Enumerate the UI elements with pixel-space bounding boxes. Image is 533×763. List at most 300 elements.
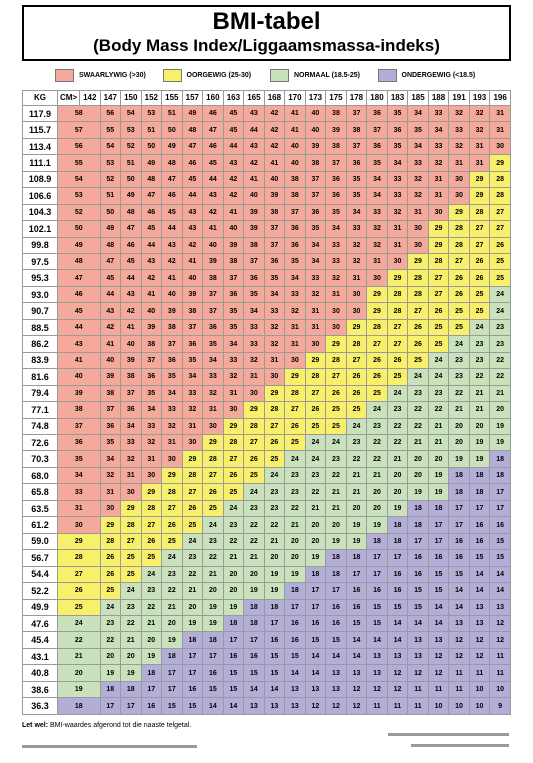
bmi-cell: 33 (182, 385, 203, 401)
bmi-cell: 49 (182, 105, 203, 121)
bmi-cell: 45 (121, 254, 142, 270)
bmi-cell: 39 (162, 303, 183, 319)
height-header: 163 (223, 91, 244, 106)
bmi-cell: 21 (223, 550, 244, 566)
bmi-cell: 29 (490, 155, 511, 171)
bmi-cell: 17 (305, 599, 326, 615)
bmi-cell: 35 (285, 254, 306, 270)
bmi-cell: 34 (141, 402, 162, 418)
bmi-cell: 25 (203, 500, 224, 516)
bmi-cell: 14 (244, 681, 265, 697)
bmi-cell: 31 (100, 484, 121, 500)
bmi-cell: 44 (100, 286, 121, 302)
bmi-cell: 33 (449, 122, 470, 138)
bmi-cell: 38 (305, 155, 326, 171)
height-header: 175 (326, 91, 347, 106)
bmi-cell: 49 (141, 155, 162, 171)
bmi-cell: 31 (490, 105, 511, 121)
bmi-cell: 26 (408, 319, 429, 335)
bmi-cell: 24 (428, 369, 449, 385)
bmi-cell: 31 (326, 286, 347, 302)
bmi-cell: 31 (367, 254, 388, 270)
bmi-cell: 14 (367, 632, 388, 648)
weight-cell: 117.9 (23, 105, 58, 121)
bmi-cell: 24 (162, 550, 183, 566)
bmi-cell: 22 (490, 369, 511, 385)
bmi-cell: 53 (100, 155, 121, 171)
bmi-cell: 34 (387, 155, 408, 171)
bmi-cell: 38 (244, 237, 265, 253)
bmi-cell: 25 (490, 270, 511, 286)
table-row (23, 402, 511, 418)
bmi-table (22, 90, 511, 715)
bmi-cell: 16 (408, 566, 429, 582)
bmi-cell: 38 (326, 105, 347, 121)
bmi-cell: 30 (387, 254, 408, 270)
bmi-cell: 12 (490, 632, 511, 648)
bmi-cell: 28 (387, 286, 408, 302)
bmi-cell: 26 (449, 286, 470, 302)
bmi-cell: 31 (346, 270, 367, 286)
bmi-cell: 14 (346, 632, 367, 648)
bmi-cell: 11 (469, 665, 490, 681)
bmi-cell: 43 (182, 204, 203, 220)
bmi-cell: 17 (449, 517, 470, 533)
bmi-cell: 21 (121, 632, 142, 648)
bmi-cell: 33 (387, 188, 408, 204)
bmi-cell: 14 (223, 698, 244, 715)
bmi-cell: 40 (223, 221, 244, 237)
bmi-cell: 23 (387, 402, 408, 418)
bmi-cell: 42 (203, 204, 224, 220)
bmi-cell: 18 (244, 616, 265, 632)
bmi-cell: 39 (141, 319, 162, 335)
table-row (23, 319, 511, 335)
bmi-cell: 14 (408, 616, 429, 632)
table-row (23, 517, 511, 533)
bmi-cell: 15 (346, 616, 367, 632)
bmi-cell: 26 (346, 385, 367, 401)
bmi-cell: 36 (367, 138, 388, 154)
bmi-cell: 45 (182, 171, 203, 187)
bmi-cell: 18 (141, 665, 162, 681)
bmi-cell: 35 (244, 286, 265, 302)
bmi-cell: 47 (100, 254, 121, 270)
bmi-cell: 34 (121, 418, 142, 434)
bmi-cell: 24 (387, 385, 408, 401)
bmi-cell: 54 (58, 171, 101, 187)
bmi-cell: 31 (305, 319, 326, 335)
bmi-cell: 28 (223, 435, 244, 451)
footnote (22, 722, 191, 729)
bmi-cell: 52 (121, 138, 142, 154)
bmi-cell: 28 (387, 303, 408, 319)
bmi-cell: 13 (469, 599, 490, 615)
bmi-cell: 14 (428, 616, 449, 632)
bmi-cell: 58 (58, 105, 101, 121)
bmi-cell: 11 (449, 681, 470, 697)
bmi-cell: 27 (490, 221, 511, 237)
bmi-cell: 28 (162, 484, 183, 500)
bmi-cell: 22 (346, 451, 367, 467)
bmi-cell: 15 (428, 566, 449, 582)
bmi-cell: 36 (346, 155, 367, 171)
weight-cell: 38.6 (23, 681, 58, 697)
bmi-cell: 16 (449, 533, 470, 549)
legend-item-ondergewig (378, 68, 486, 82)
bmi-cell: 32 (449, 105, 470, 121)
bmi-cell: 17 (121, 698, 142, 715)
bmi-cell: 55 (100, 122, 121, 138)
bmi-cell: 21 (162, 599, 183, 615)
bmi-cell: 11 (490, 665, 511, 681)
decorative-bar (388, 733, 509, 736)
bmi-cell: 32 (141, 435, 162, 451)
weight-cell: 97.5 (23, 254, 58, 270)
bmi-cell: 26 (367, 369, 388, 385)
bmi-cell: 57 (58, 122, 101, 138)
bmi-cell: 20 (346, 500, 367, 516)
weight-cell: 77.1 (23, 402, 58, 418)
weight-cell: 111.1 (23, 155, 58, 171)
bmi-cell: 41 (162, 270, 183, 286)
bmi-cell: 51 (141, 122, 162, 138)
bmi-cell: 37 (203, 286, 224, 302)
bmi-cell: 42 (182, 237, 203, 253)
bmi-cell: 13 (305, 681, 326, 697)
bmi-cell: 31 (264, 352, 285, 368)
bmi-cell: 22 (141, 599, 162, 615)
bmi-cell: 33 (305, 270, 326, 286)
table-row (23, 352, 511, 368)
bmi-cell: 21 (387, 451, 408, 467)
bmi-cell: 16 (346, 599, 367, 615)
bmi-cell: 14 (387, 632, 408, 648)
bmi-cell: 23 (326, 451, 347, 467)
bmi-cell: 38 (100, 385, 121, 401)
bmi-cell: 27 (367, 336, 388, 352)
bmi-cell: 12 (408, 665, 429, 681)
bmi-cell: 31 (469, 155, 490, 171)
bmi-cell: 32 (387, 204, 408, 220)
bmi-cell: 16 (223, 648, 244, 664)
bmi-cell: 31 (203, 402, 224, 418)
bmi-cell: 14 (449, 583, 470, 599)
bmi-cell: 16 (244, 648, 265, 664)
table-row (23, 599, 511, 615)
bmi-cell: 18 (326, 550, 347, 566)
bmi-cell: 24 (428, 352, 449, 368)
bmi-cell: 15 (469, 550, 490, 566)
bmi-cell: 23 (490, 319, 511, 335)
bmi-cell: 24 (58, 616, 101, 632)
bmi-cell: 18 (387, 533, 408, 549)
bmi-cell: 33 (326, 254, 347, 270)
legend (55, 68, 485, 82)
bmi-cell: 36 (162, 352, 183, 368)
bmi-cell: 40 (58, 369, 101, 385)
bmi-cell: 33 (285, 286, 306, 302)
table-row (23, 336, 511, 352)
bmi-cell: 37 (346, 138, 367, 154)
bmi-cell: 33 (58, 484, 101, 500)
table-row (23, 418, 511, 434)
weight-cell: 83.9 (23, 352, 58, 368)
bmi-cell: 22 (100, 632, 121, 648)
bmi-cell: 25 (141, 550, 162, 566)
bmi-cell: 56 (100, 105, 121, 121)
bmi-cell: 14 (264, 681, 285, 697)
bmi-cell: 32 (469, 122, 490, 138)
bmi-cell: 50 (141, 138, 162, 154)
bmi-cell: 37 (305, 188, 326, 204)
bmi-cell: 20 (326, 517, 347, 533)
bmi-cell: 28 (449, 237, 470, 253)
bmi-cell: 15 (305, 632, 326, 648)
weight-cell: 113.4 (23, 138, 58, 154)
bmi-cell: 22 (367, 451, 388, 467)
bmi-cell: 23 (223, 517, 244, 533)
bmi-cell: 20 (162, 616, 183, 632)
bmi-cell: 42 (141, 270, 162, 286)
bmi-cell: 16 (408, 550, 429, 566)
bmi-cell: 33 (428, 105, 449, 121)
bmi-cell: 13 (285, 698, 306, 715)
bmi-cell: 27 (428, 270, 449, 286)
bmi-cell: 29 (58, 533, 101, 549)
bmi-cell: 25 (428, 319, 449, 335)
bmi-cell: 24 (305, 451, 326, 467)
bmi-cell: 15 (264, 648, 285, 664)
bmi-cell: 30 (58, 517, 101, 533)
bmi-cell: 26 (469, 270, 490, 286)
bmi-cell: 37 (121, 385, 142, 401)
bmi-cell: 25 (408, 352, 429, 368)
cm-header: CM> (58, 91, 80, 106)
table-row (23, 648, 511, 664)
bmi-cell: 49 (162, 138, 183, 154)
bmi-cell: 22 (203, 550, 224, 566)
bmi-cell: 18 (469, 484, 490, 500)
bmi-cell: 37 (264, 221, 285, 237)
bmi-cell: 21 (490, 385, 511, 401)
bmi-cell: 21 (469, 385, 490, 401)
bmi-cell: 20 (490, 402, 511, 418)
bmi-cell: 28 (182, 467, 203, 483)
bmi-cell: 17 (490, 484, 511, 500)
bmi-cell: 17 (449, 500, 470, 516)
bmi-cell: 16 (285, 616, 306, 632)
bmi-cell: 35 (387, 105, 408, 121)
bmi-cell: 21 (346, 467, 367, 483)
table-row (23, 484, 511, 500)
bmi-cell: 15 (223, 681, 244, 697)
bmi-cell: 14 (346, 648, 367, 664)
bmi-cell: 29 (141, 484, 162, 500)
bmi-cell: 15 (223, 665, 244, 681)
bmi-cell: 25 (449, 319, 470, 335)
bmi-cell: 26 (387, 352, 408, 368)
bmi-cell: 34 (305, 254, 326, 270)
bmi-cell: 43 (203, 188, 224, 204)
bmi-cell: 34 (162, 385, 183, 401)
bmi-cell: 20 (141, 632, 162, 648)
weight-cell: 115.7 (23, 122, 58, 138)
bmi-cell: 28 (490, 171, 511, 187)
weight-cell: 43.1 (23, 648, 58, 664)
bmi-cell: 48 (121, 204, 142, 220)
weight-cell: 108.9 (23, 171, 58, 187)
bmi-cell: 29 (121, 500, 142, 516)
bmi-cell: 14 (469, 583, 490, 599)
bmi-cell: 24 (203, 517, 224, 533)
bmi-cell: 42 (100, 319, 121, 335)
bmi-cell: 24 (305, 435, 326, 451)
bmi-cell: 41 (244, 171, 265, 187)
bmi-cell: 41 (182, 254, 203, 270)
weight-cell: 93.0 (23, 286, 58, 302)
bmi-cell: 17 (285, 599, 306, 615)
bmi-cell: 12 (387, 665, 408, 681)
bmi-cell: 30 (285, 352, 306, 368)
table-row (23, 385, 511, 401)
bmi-cell: 35 (264, 270, 285, 286)
bmi-cell: 26 (244, 451, 265, 467)
bmi-cell: 27 (469, 221, 490, 237)
bmi-cell: 45 (223, 105, 244, 121)
bmi-cell: 27 (244, 435, 265, 451)
weight-cell: 49.9 (23, 599, 58, 615)
bmi-cell: 32 (346, 237, 367, 253)
bmi-cell: 19 (121, 665, 142, 681)
bmi-cell: 30 (264, 369, 285, 385)
bmi-cell: 25 (121, 550, 142, 566)
bmi-cell: 19 (285, 566, 306, 582)
bmi-cell: 20 (203, 583, 224, 599)
bmi-cell: 40 (121, 336, 142, 352)
bmi-cell: 17 (367, 550, 388, 566)
bmi-cell: 22 (244, 533, 265, 549)
bmi-cell: 20 (264, 550, 285, 566)
bmi-cell: 27 (141, 517, 162, 533)
bmi-cell: 29 (244, 402, 265, 418)
bmi-cell: 47 (121, 221, 142, 237)
bmi-cell: 12 (326, 698, 347, 715)
table-row (23, 467, 511, 483)
bmi-cell: 31 (428, 171, 449, 187)
bmi-cell: 36 (367, 105, 388, 121)
bmi-cell: 19 (469, 435, 490, 451)
bmi-cell: 30 (367, 270, 388, 286)
bmi-cell: 29 (408, 254, 429, 270)
bmi-cell: 15 (490, 533, 511, 549)
bmi-cell: 38 (141, 336, 162, 352)
bmi-cell: 25 (326, 402, 347, 418)
bmi-cell: 32 (162, 418, 183, 434)
bmi-cell: 45 (223, 122, 244, 138)
bmi-cell: 30 (182, 435, 203, 451)
bmi-cell: 23 (490, 336, 511, 352)
bmi-cell: 22 (326, 467, 347, 483)
height-header: 152 (141, 91, 162, 106)
bmi-cell: 17 (223, 632, 244, 648)
bmi-cell: 32 (428, 155, 449, 171)
height-header: 188 (428, 91, 449, 106)
bmi-cell: 18 (490, 451, 511, 467)
bmi-cell: 11 (408, 698, 429, 715)
bmi-cell: 42 (162, 254, 183, 270)
bmi-cell: 54 (100, 138, 121, 154)
height-header: 178 (346, 91, 367, 106)
bmi-cell: 20 (387, 484, 408, 500)
bmi-cell: 19 (367, 517, 388, 533)
table-row (23, 270, 511, 286)
bmi-cell: 19 (182, 616, 203, 632)
bmi-cell: 30 (490, 138, 511, 154)
bmi-cell: 31 (469, 138, 490, 154)
bmi-cell: 12 (449, 632, 470, 648)
bmi-cell: 35 (326, 204, 347, 220)
bmi-cell: 20 (469, 418, 490, 434)
height-header: 165 (244, 91, 265, 106)
bmi-cell: 28 (264, 402, 285, 418)
bmi-cell: 30 (305, 336, 326, 352)
bmi-cell: 21 (367, 467, 388, 483)
bmi-cell: 18 (58, 698, 101, 715)
bmi-cell: 31 (428, 188, 449, 204)
bmi-cell: 37 (346, 105, 367, 121)
height-header: 147 (100, 91, 121, 106)
bmi-cell: 18 (121, 681, 142, 697)
legend-swatch-normaal (270, 69, 289, 82)
bmi-cell: 16 (449, 550, 470, 566)
bmi-cell: 16 (203, 665, 224, 681)
bmi-cell: 27 (162, 500, 183, 516)
bmi-cell: 18 (408, 500, 429, 516)
bmi-cell: 31 (490, 122, 511, 138)
bmi-cell: 28 (141, 500, 162, 516)
bmi-cell: 49 (58, 237, 101, 253)
bmi-cell: 18 (490, 467, 511, 483)
weight-cell: 68.0 (23, 467, 58, 483)
bmi-cell: 29 (428, 237, 449, 253)
bmi-cell: 24 (100, 599, 121, 615)
bmi-cell: 47 (182, 138, 203, 154)
weight-cell: 88.5 (23, 319, 58, 335)
weight-cell: 74.8 (23, 418, 58, 434)
bmi-cell: 51 (121, 155, 142, 171)
bmi-cell: 23 (469, 336, 490, 352)
bmi-cell: 46 (58, 286, 101, 302)
bmi-cell: 43 (244, 105, 265, 121)
table-row (23, 155, 511, 171)
bmi-cell: 28 (244, 418, 265, 434)
bmi-cell: 22 (58, 632, 101, 648)
table-row (23, 616, 511, 632)
bmi-cell: 24 (223, 500, 244, 516)
bmi-cell: 33 (244, 336, 265, 352)
height-header: 142 (80, 91, 101, 106)
bmi-cell: 31 (121, 467, 142, 483)
bmi-cell: 39 (223, 237, 244, 253)
bmi-cell: 38 (346, 122, 367, 138)
bmi-cell: 18 (449, 484, 470, 500)
bmi-cell: 28 (203, 451, 224, 467)
bmi-cell: 46 (121, 237, 142, 253)
bmi-cell: 20 (367, 500, 388, 516)
bmi-cell: 22 (121, 616, 142, 632)
bmi-cell: 30 (408, 237, 429, 253)
